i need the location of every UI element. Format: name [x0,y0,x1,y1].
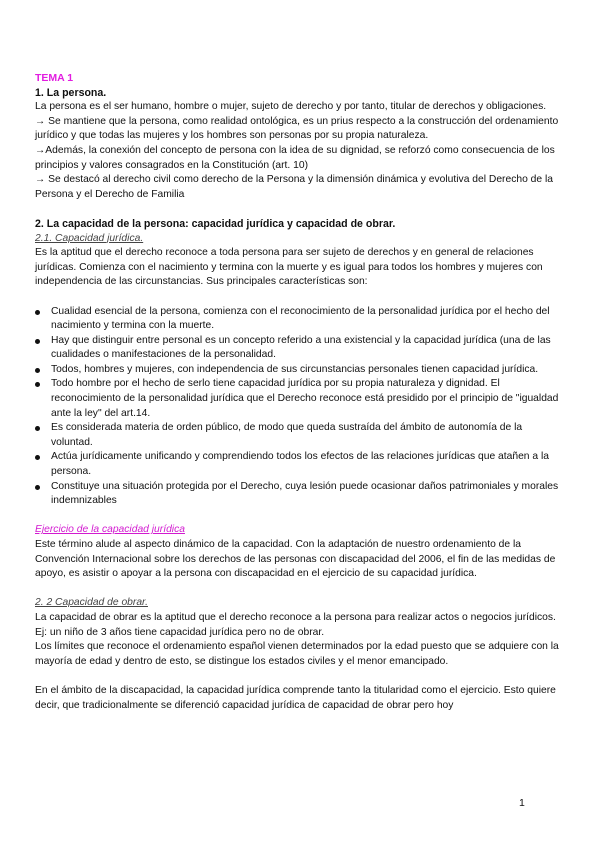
list-item: Todos, hombres y mujeres, con independencia de sus circunstancias personales tienen capacidad jurídica. [35,363,560,378]
paragraph: → Se mantiene que la persona, como realidad ontológica, es un prius respecto a la construcción del ordenamiento jurídico y que todas las mujeres y los hombres son personas por su propia naturaleza. [35,115,559,142]
characteristics-list [35,305,560,509]
spacer [35,582,560,597]
list-item: Hay que distinguir entre personal es un concepto referido a una existencial y la capacidad jurídica (una de las cualidades o manifestaciones de la personalidad. [35,334,560,363]
list-item: Todo hombre por el hecho de serlo tiene capacidad jurídica por su propia naturaleza y dignidad. El reconocimiento de la personalidad jurídica que el Derecho reconoce está presidido por el principio de "igualdad ante la ley" del art.14. [35,377,560,421]
paragraph: La persona es el ser humano, hombre o mujer, sujeto de derecho y por tanto, titular de derechos y obligaciones. [35,101,547,113]
page-number: 1 [519,797,525,809]
section-2-heading: 2. La capacidad de la persona: capacidad jurídica y capacidad de obrar. [35,217,396,230]
spacer [35,669,560,684]
paragraph: En el ámbito de la discapacidad, la capacidad jurídica comprende tanto la titularidad como el ejercicio. Esto quiere decir, que tradicionalmente se diferenció capacidad jurídica de capacidad de obrar pero hoy [35,684,556,711]
list-item: Constituye una situación protegida por el Derecho, cuya lesión puede ocasionar daños patrimoniales y morales indemnizables [35,480,560,509]
spacer [35,290,560,305]
subsection-ejercicio: Ejercicio de la capacidad jurídica [35,524,185,536]
bullet-icon [35,485,40,490]
paragraph: →Además, la conexión del concepto de persona con la idea de su dignidad, se reforzó como consecuencia de los principios y valores consagrados en la Constitución (art. 10) [35,144,555,171]
paragraph: → Se destacó al derecho civil como derecho de la Persona y la dimensión dinámica y evolutiva del Derecho de la Persona y el Derecho de Familia [35,174,553,200]
bullet-icon [35,382,40,387]
list-item: Cualidad esencial de la persona, comienza con el reconocimiento de la personalidad jurídica por el hecho del nacimiento y termina con la muerte. [35,305,560,334]
subsection-capacidad-obrar: 2. 2 Capacidad de obrar. [35,597,148,609]
subsection-capacidad-juridica: 2.1. Capacidad jurídica. [35,232,144,244]
list-item: Es considerada materia de orden público, de modo que queda sustraída del ámbito de autonomía de la voluntad. [35,421,560,450]
paragraph: La capacidad de obrar es la aptitud que el derecho reconoce a la persona para realizar actos o negocios jurídicos. Ej: un niño de 3 años tiene capacidad jurídica pero no de obrar. [35,611,556,638]
section-1-heading: 1. La persona. [35,86,107,99]
bullet-icon [35,426,40,431]
list-item: Actúa jurídicamente unificando y comprendiendo todos los efectos de las relaciones jurídicas que atañen a la persona. [35,450,560,479]
page-content [35,71,560,713]
bullet-icon [35,310,40,315]
topic-title: TEMA 1 [35,72,74,84]
bullet-icon [35,339,40,344]
spacer [35,202,560,217]
bullet-icon [35,455,40,460]
spacer [35,509,560,524]
paragraph: Los límites que reconoce el ordenamiento español vienen determinados por la edad puesto que se adquiere con la mayoría de edad y dentro de esto, se distingue los estados civiles y el menor emancipado. [35,641,559,667]
paragraph: Es la aptitud que el derecho reconoce a toda persona para ser sujeto de derechos y en general de relaciones jurídicas. Comienza con el nacimiento y termina con la muerte y es igual para todos los hombres y mujeres con independencia de las circunstancias. Sus principales características son: [35,247,543,288]
paragraph: Este término alude al aspecto dinámico de la capacidad. Con la adaptación de nuestro ordenamiento de la Convención Internacional sobre los derechos de las personas con discapacidad del 2006, el fin de las medidas de apoyo, es asistir o apoyar a la persona con discapacidad en el ejercicio de su capacidad jurídica. [35,539,556,580]
bullet-icon [35,368,40,373]
